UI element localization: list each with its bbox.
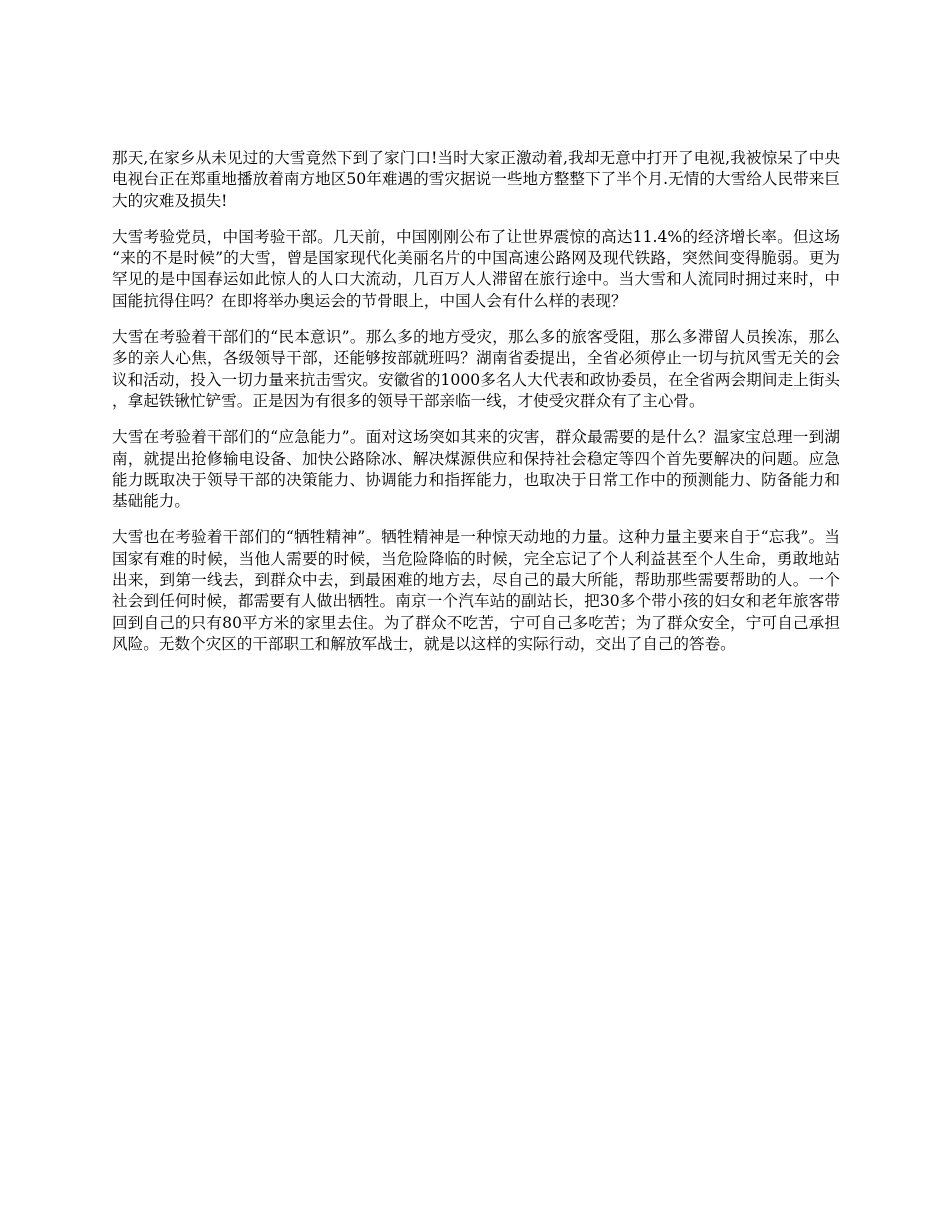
- paragraph-2: 大雪考验党员，中国考验干部。几天前，中国刚刚公布了让世界震惊的高达11.4%的经济增长率。但这场“来的不是时候”的大雪，曾是国家现代化美丽名片的中国高速公路网及现代铁路，突然间变得脆弱。更为罕见的是中国春运如此惊人的人口大流动，几百万人人滞留在旅行途中。当大雪和人流同时拥过来时，中国能抗得住吗？在即将举办奥运会的节骨眼上，中国人会有什么样的表现？: [112, 227, 840, 310]
- paragraph-4: 大雪在考验着干部们的“应急能力”。面对这场突如其来的灾害，群众最需要的是什么？温家宝总理一到湖南，就提出抢修输电设备、加快公路除冰、解决煤源供应和保持社会稳定等四个首先要解决的问题。应急能力既取决于领导干部的决策能力、协调能力和指挥能力，也取决于日常工作中的预测能力、防备能力和基础能力。: [112, 428, 840, 511]
- paragraph-5: 大雪也在考验着干部们的“牺牲精神”。牺牲精神是一种惊天动地的力量。这种力量主要来自于“忘我”。当国家有难的时候，当他人需要的时候，当危险降临的时候，完全忘记了个人利益甚至个人生命，勇敢地站出来，到第一线去，到群众中去，到最困难的地方去，尽自己的最大所能，帮助那些需要帮助的人。一个社会到任何时候，都需要有人做出牺牲。南京一个汽车站的副站长，把30多个带小孩的妇女和老年旅客带回到自己的只有80平方米的家里去住。为了群众不吃苦，宁可自己多吃苦；为了群众安全，宁可自己承担风险。无数个灾区的干部职工和解放军战士，就是以这样的实际行动，交出了自己的答卷。: [112, 528, 840, 653]
- paragraph-3: 大雪在考验着干部们的“民本意识”。那么多的地方受灾，那么多的旅客受阻，那么多滞留人员挨冻，那么多的亲人心焦，各级领导干部，还能够按部就班吗？湖南省委提出，全省必须停止一切与抗风雪无关的会议和活动，投入一切力量来抗击雪灾。安徽省的1000多名人大代表和政协委员，在全省两会期间走上街头，拿起铁锹忙铲雪。正是因为有很多的领导干部亲临一线，才使受灾群众有了主心骨。: [112, 328, 840, 410]
- document-body: [112, 148, 840, 670]
- paragraph-1: 那天,在家乡从未见过的大雪竟然下到了家门口!当时大家正激动着,我却无意中打开了电视,我被惊呆了中央电视台正在郑重地播放着南方地区50年难遇的雪灾据说一些地方整整下了半个月.无情的大雪给人民带来巨大的灾难及损失!: [112, 149, 840, 210]
